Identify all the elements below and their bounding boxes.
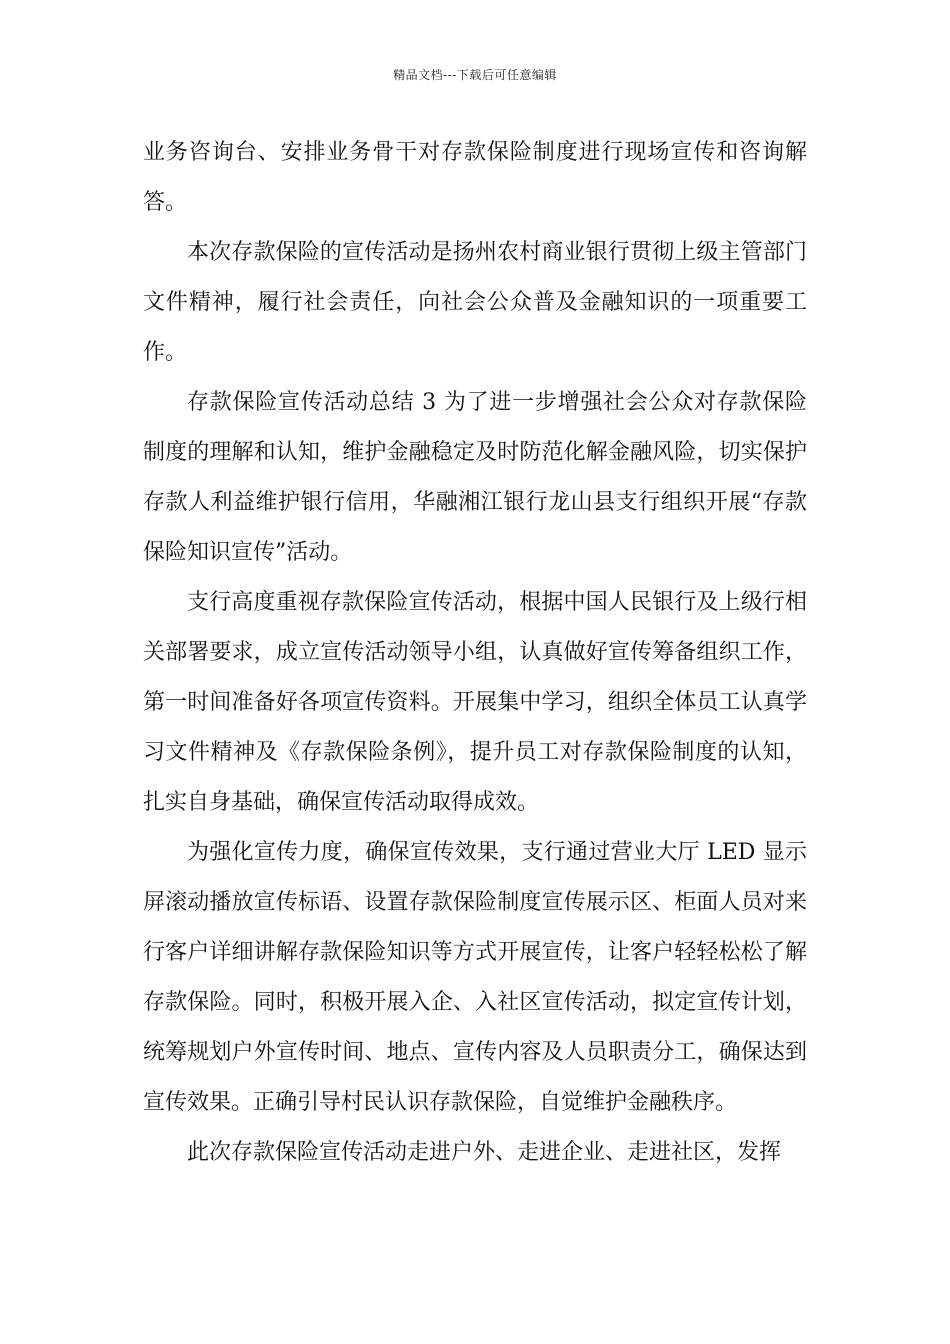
- paragraph: 业务咨询台、安排业务骨干对存款保险制度进行现场宣传和咨询解答。: [143, 140, 807, 215]
- document-body: [143, 128, 807, 1178]
- paragraph: 本次存款保险的宣传活动是扬州农村商业银行贯彻上级主管部门文件精神，履行社会责任，向社会公众普及金融知识的一项重要工作。: [143, 240, 807, 365]
- paragraph: 为强化宣传力度，确保宣传效果，支行通过营业大厅 LED 显示屏滚动播放宣传标语、设置存款保险制度宣传展示区、柜面人员对来行客户详细讲解存款保险知识等方式开展宣传，让客户轻轻松松了解存款保险。同时，积极开展入企、入社区宣传活动，拟定宣传计划，统筹规划户外宣传时间、地点、宣传内容及人员职责分工，确保达到宣传效果。正确引导村民认识存款保险，自觉维护金融秩序。: [143, 840, 807, 1115]
- page-header: 精品文档---下载后可任意编辑: [393, 68, 557, 82]
- paragraph: 支行高度重视存款保险宣传活动，根据中国人民银行及上级行相关部署要求，成立宣传活动领导小组，认真做好宣传筹备组织工作，第一时间准备好各项宣传资料。开展集中学习，组织全体员工认真学习文件精神及《存款保险条例》，提升员工对存款保险制度的认知，扎实自身基础，确保宣传活动取得成效。: [143, 590, 807, 815]
- paragraph: 存款保险宣传活动总结 3 为了进一步增强社会公众对存款保险制度的理解和认知，维护金融稳定及时防范化解金融风险，切实保护存款人利益维护银行信用，华融湘江银行龙山县支行组织开展“存款保险知识宣传”活动。: [143, 390, 807, 565]
- paragraph: 此次存款保险宣传活动走进户外、走进企业、走进社区，发挥: [187, 1140, 782, 1165]
